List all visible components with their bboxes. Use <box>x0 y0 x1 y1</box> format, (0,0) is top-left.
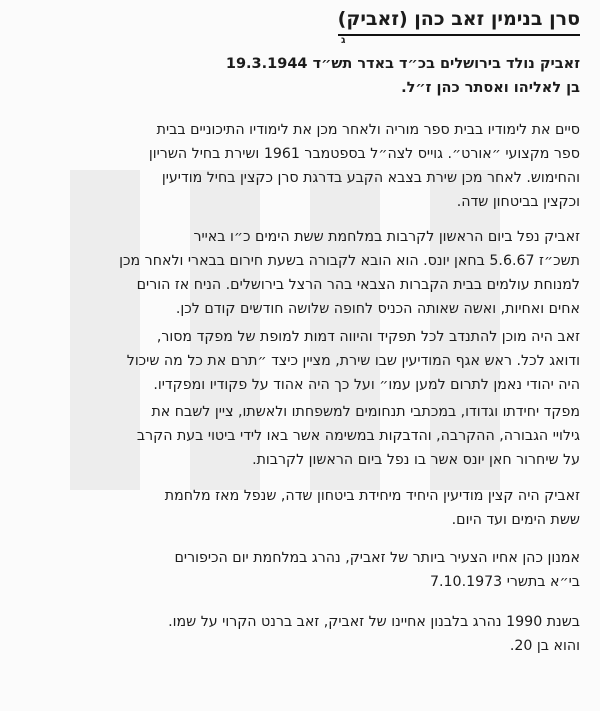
paragraph-only-officer <box>20 484 580 532</box>
paragraph-line: זאביק היה קצין מודיעין היחיד מיחידת ביטחון שדה, שנפל מאז מלחמת <box>164 488 580 504</box>
intro-line-birth: זאביק נולד בירושלים בכ״ד באדר תש״ד 19.3.1944 <box>225 56 580 72</box>
paragraph-line: מפקד יחידתו וגדודו, במכתבי תנחומים למשפחתו ולאשתו, ציין לשבח את <box>151 404 580 420</box>
paragraph-line: זאב היה מוכן להתנדב לכל תפקיד והיווה דמות למופת של מפקד מסור, <box>156 329 580 345</box>
paragraph-line: גילויי הגבורה, ההקרבה, והדבקות במשימה אשר באו לידי ביטוי בעת הקרב <box>136 428 580 444</box>
paragraph-line: וכקצין בביטחון שדה. <box>456 194 580 210</box>
paragraph-line: בי״א בתשרי 7.10.1973 <box>429 574 580 590</box>
birth-intro <box>20 52 580 100</box>
paragraph-condolences <box>20 400 580 472</box>
paragraph-line: סיים את לימודיו בבית ספר מוריה ולאחר מכן את לימודיו התיכוניים בבית <box>156 122 580 138</box>
paragraph-brother <box>20 546 580 594</box>
paragraph-line: זאביק נפל ביום הראשון לקרבות במלחמת ששת הימים כ״ו באייר <box>193 229 580 245</box>
paragraph-line: והחימוש. לאחר מכן שירת בצבא הקבע בדרגת סרן כקצין בחיל מודיעין <box>161 170 580 186</box>
paragraph-line: אמנון כהן אחיו הצעיר ביותר של זאביק, נהרג במלחמת יום הכיפורים <box>174 550 580 566</box>
paragraph-line: למנוחת עולמים בבית הקברות הצבאי בהר הרצל בירושלים. הניח אז הורים <box>136 277 580 293</box>
paragraph-line: היה יהודי נאמן לתרום למען עמו״ ועל כך היה אהוד על פקודיו ומפקדיו. <box>153 377 580 393</box>
page-title: סרן בנימין זאב כהן (זאביק) <box>338 6 580 36</box>
paragraph-line: והוא בן 20. <box>509 638 580 654</box>
paragraph-line: על שיחרור חאן יונס אשר בו נפל ביום הראשון לקרבות. <box>252 452 580 468</box>
paragraph-line: בשנת 1990 נהרג בלבנון אחיינו של זאביק, זאב ברנט הקרוי על שמו. <box>168 614 580 630</box>
paragraph-line: תשכ״ז 5.6.67 בחאן יונס. הוא הובא לקבורה בשעת חירום בבארי ולאחר מכן <box>119 253 580 269</box>
small-mark: ג <box>341 35 346 46</box>
paragraph-line: ששת הימים ועד היום. <box>451 512 580 528</box>
paragraph-line: ודואג לכל. ראש אגף המודיעין שבו שירת, מציין כיצד ״תרם את כל מה שיכול <box>126 353 580 369</box>
paragraph-nephew <box>20 610 580 658</box>
intro-line-parents: בן לאליהו ואסתר כהן ז״ל. <box>401 80 580 96</box>
paragraph-education <box>20 118 580 214</box>
paragraph-line: ספר מקצועי ״אורט״. גוייס לצה״ל בספטמבר 1961 ושירת בחיל השריון <box>148 146 580 162</box>
paragraph-line: אחים ואחיות, ואשה שאותה הכניס לחופה שלושה חודשים קודם לכן. <box>175 301 580 317</box>
paragraph-character <box>20 325 580 397</box>
paragraph-fall <box>20 225 580 321</box>
